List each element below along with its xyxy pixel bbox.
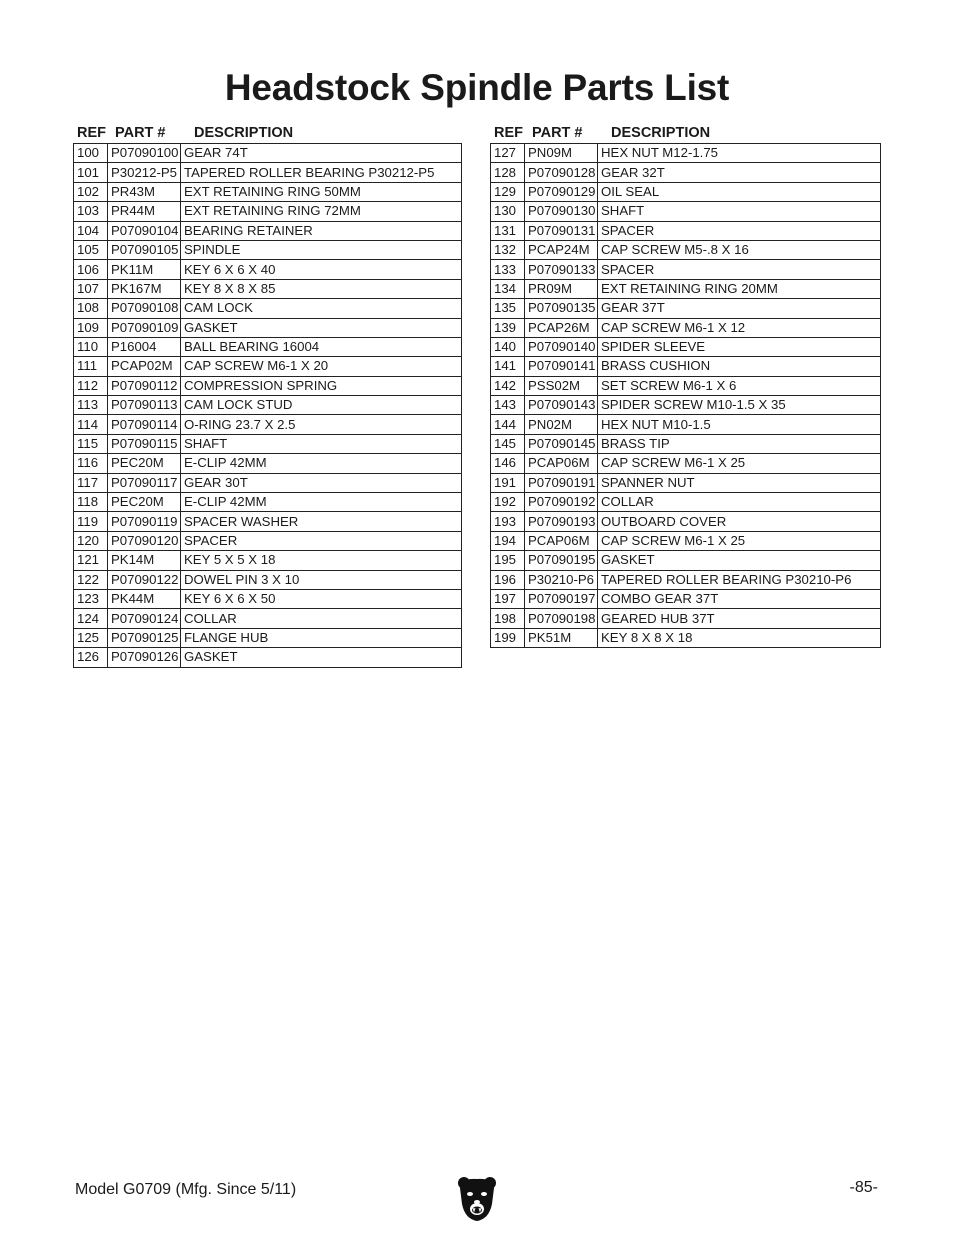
part-number-cell: P07090191	[525, 473, 598, 492]
ref-header: REF	[77, 125, 106, 141]
ref-cell: 100	[74, 144, 108, 163]
parts-column-left	[73, 120, 462, 668]
part-number-cell: P07090129	[525, 182, 598, 201]
part-number-cell: P07090104	[108, 221, 181, 240]
description-cell: HEX NUT M10-1.5	[598, 415, 881, 434]
part-number-cell: PN02M	[525, 415, 598, 434]
part-number-cell: P07090128	[525, 163, 598, 182]
description-cell: GEAR 30T	[181, 473, 462, 492]
description-cell: SPACER	[598, 260, 881, 279]
part-number-cell: PCAP06M	[525, 531, 598, 550]
part-number-cell: P07090115	[108, 434, 181, 453]
part-number-cell: PCAP24M	[525, 240, 598, 259]
ref-cell: 119	[74, 512, 108, 531]
table-row	[74, 357, 462, 376]
description-cell: KEY 5 X 5 X 18	[181, 551, 462, 570]
description-cell: KEY 8 X 8 X 18	[598, 628, 881, 647]
ref-cell: 128	[491, 163, 525, 182]
column-headers	[490, 120, 881, 143]
ref-cell: 130	[491, 202, 525, 221]
table-row	[74, 260, 462, 279]
description-cell: SPIDER SLEEVE	[598, 337, 881, 356]
table-row	[74, 337, 462, 356]
ref-cell: 104	[74, 221, 108, 240]
part-number-cell: PR44M	[108, 202, 181, 221]
description-cell: COLLAR	[598, 493, 881, 512]
table-row	[74, 279, 462, 298]
description-header: DESCRIPTION	[611, 125, 711, 141]
part-header: PART #	[115, 125, 166, 141]
ref-cell: 144	[491, 415, 525, 434]
table-row	[74, 299, 462, 318]
description-cell: CAP SCREW M6-1 X 20	[181, 357, 462, 376]
part-number-cell: PCAP26M	[525, 318, 598, 337]
ref-cell: 126	[74, 648, 108, 667]
ref-cell: 198	[491, 609, 525, 628]
table-row	[491, 144, 881, 163]
page-number: -85-	[849, 1179, 878, 1196]
part-number-cell: PK44M	[108, 589, 181, 608]
ref-cell: 199	[491, 628, 525, 647]
part-number-cell: PK11M	[108, 260, 181, 279]
description-cell: KEY 6 X 6 X 50	[181, 589, 462, 608]
table-row	[491, 473, 881, 492]
part-number-cell: PR43M	[108, 182, 181, 201]
description-cell: SPACER WASHER	[181, 512, 462, 531]
table-row	[74, 531, 462, 550]
description-header: DESCRIPTION	[194, 125, 294, 141]
ref-cell: 197	[491, 589, 525, 608]
description-cell: GASKET	[181, 318, 462, 337]
parts-column-right	[490, 120, 881, 648]
bear-head-icon	[456, 1174, 498, 1222]
part-number-cell: P07090122	[108, 570, 181, 589]
description-cell: E-CLIP 42MM	[181, 454, 462, 473]
ref-cell: 103	[74, 202, 108, 221]
description-cell: HEX NUT M12-1.75	[598, 144, 881, 163]
table-row	[491, 240, 881, 259]
table-row	[74, 628, 462, 647]
ref-cell: 140	[491, 337, 525, 356]
ref-header: REF	[494, 125, 523, 141]
table-row	[491, 337, 881, 356]
table-row	[491, 493, 881, 512]
description-cell: KEY 6 X 6 X 40	[181, 260, 462, 279]
part-number-cell: PEC20M	[108, 454, 181, 473]
part-number-cell: P07090100	[108, 144, 181, 163]
ref-cell: 193	[491, 512, 525, 531]
ref-cell: 191	[491, 473, 525, 492]
table-row	[491, 570, 881, 589]
table-row	[74, 434, 462, 453]
description-cell: EXT RETAINING RING 20MM	[598, 279, 881, 298]
description-cell: SPACER	[181, 531, 462, 550]
table-row	[491, 357, 881, 376]
table-row	[491, 279, 881, 298]
part-number-cell: P07090143	[525, 396, 598, 415]
description-cell: SPANNER NUT	[598, 473, 881, 492]
table-row	[491, 376, 881, 395]
ref-cell: 106	[74, 260, 108, 279]
part-header: PART #	[532, 125, 583, 141]
parts-table-left	[73, 143, 462, 668]
part-number-cell: P07090140	[525, 337, 598, 356]
description-cell: CAP SCREW M6-1 X 25	[598, 454, 881, 473]
part-number-cell: PR09M	[525, 279, 598, 298]
description-cell: SHAFT	[598, 202, 881, 221]
ref-cell: 120	[74, 531, 108, 550]
ref-cell: 141	[491, 357, 525, 376]
table-row	[74, 454, 462, 473]
description-cell: BRASS TIP	[598, 434, 881, 453]
part-number-cell: P07090193	[525, 512, 598, 531]
part-number-cell: P30212-P5	[108, 163, 181, 182]
table-row	[74, 182, 462, 201]
description-cell: TAPERED ROLLER BEARING P30212-P5	[181, 163, 462, 182]
part-number-cell: P07090198	[525, 609, 598, 628]
table-row	[491, 609, 881, 628]
ref-cell: 105	[74, 240, 108, 259]
description-cell: EXT RETAINING RING 50MM	[181, 182, 462, 201]
ref-cell: 194	[491, 531, 525, 550]
description-cell: COMBO GEAR 37T	[598, 589, 881, 608]
ref-cell: 145	[491, 434, 525, 453]
description-cell: GASKET	[598, 551, 881, 570]
description-cell: SET SCREW M6-1 X 6	[598, 376, 881, 395]
part-number-cell: P07090126	[108, 648, 181, 667]
part-number-cell: P07090131	[525, 221, 598, 240]
table-row	[74, 202, 462, 221]
part-number-cell: PK14M	[108, 551, 181, 570]
part-number-cell: P07090195	[525, 551, 598, 570]
column-headers	[73, 120, 462, 143]
part-number-cell: P07090197	[525, 589, 598, 608]
part-number-cell: P30210-P6	[525, 570, 598, 589]
ref-cell: 129	[491, 182, 525, 201]
part-number-cell: PCAP06M	[525, 454, 598, 473]
table-row	[491, 551, 881, 570]
description-cell: TAPERED ROLLER BEARING P30210-P6	[598, 570, 881, 589]
ref-cell: 123	[74, 589, 108, 608]
table-row	[491, 318, 881, 337]
ref-cell: 135	[491, 299, 525, 318]
description-cell: OIL SEAL	[598, 182, 881, 201]
table-row	[74, 648, 462, 667]
table-row	[491, 299, 881, 318]
description-cell: SPINDLE	[181, 240, 462, 259]
ref-cell: 102	[74, 182, 108, 201]
description-cell: BRASS CUSHION	[598, 357, 881, 376]
table-row	[74, 493, 462, 512]
table-row	[491, 589, 881, 608]
part-number-cell: PSS02M	[525, 376, 598, 395]
table-row	[491, 454, 881, 473]
part-number-cell: PK51M	[525, 628, 598, 647]
table-row	[74, 376, 462, 395]
description-cell: GEAR 37T	[598, 299, 881, 318]
table-row	[491, 202, 881, 221]
part-number-cell: P07090109	[108, 318, 181, 337]
description-cell: CAP SCREW M5-.8 X 16	[598, 240, 881, 259]
ref-cell: 117	[74, 473, 108, 492]
part-number-cell: P07090113	[108, 396, 181, 415]
description-cell: O-RING 23.7 X 2.5	[181, 415, 462, 434]
description-cell: CAP SCREW M6-1 X 12	[598, 318, 881, 337]
description-cell: COMPRESSION SPRING	[181, 376, 462, 395]
ref-cell: 133	[491, 260, 525, 279]
ref-cell: 101	[74, 163, 108, 182]
ref-cell: 110	[74, 337, 108, 356]
ref-cell: 131	[491, 221, 525, 240]
table-row	[491, 415, 881, 434]
description-cell: SHAFT	[181, 434, 462, 453]
table-row	[74, 396, 462, 415]
description-cell: BALL BEARING 16004	[181, 337, 462, 356]
description-cell: GASKET	[181, 648, 462, 667]
part-number-cell: P07090108	[108, 299, 181, 318]
part-number-cell: PCAP02M	[108, 357, 181, 376]
table-row	[491, 221, 881, 240]
part-number-cell: P07090114	[108, 415, 181, 434]
table-row	[491, 531, 881, 550]
table-row	[74, 589, 462, 608]
ref-cell: 121	[74, 551, 108, 570]
description-cell: GEAR 74T	[181, 144, 462, 163]
description-cell: E-CLIP 42MM	[181, 493, 462, 512]
ref-cell: 195	[491, 551, 525, 570]
part-number-cell: P07090112	[108, 376, 181, 395]
part-number-cell: P07090119	[108, 512, 181, 531]
table-row	[74, 415, 462, 434]
part-number-cell: P07090117	[108, 473, 181, 492]
part-number-cell: P07090125	[108, 628, 181, 647]
table-row	[74, 221, 462, 240]
part-number-cell: P07090130	[525, 202, 598, 221]
table-row	[74, 318, 462, 337]
ref-cell: 192	[491, 493, 525, 512]
ref-cell: 109	[74, 318, 108, 337]
part-number-cell: P07090192	[525, 493, 598, 512]
description-cell: CAM LOCK STUD	[181, 396, 462, 415]
part-number-cell: PK167M	[108, 279, 181, 298]
table-row	[74, 609, 462, 628]
description-cell: SPACER	[598, 221, 881, 240]
ref-cell: 134	[491, 279, 525, 298]
description-cell: GEARED HUB 37T	[598, 609, 881, 628]
ref-cell: 111	[74, 357, 108, 376]
table-row	[491, 163, 881, 182]
description-cell: KEY 8 X 8 X 85	[181, 279, 462, 298]
table-row	[74, 240, 462, 259]
part-number-cell: P07090105	[108, 240, 181, 259]
ref-cell: 196	[491, 570, 525, 589]
description-cell: COLLAR	[181, 609, 462, 628]
ref-cell: 125	[74, 628, 108, 647]
part-number-cell: P07090135	[525, 299, 598, 318]
description-cell: BEARING RETAINER	[181, 221, 462, 240]
ref-cell: 124	[74, 609, 108, 628]
part-number-cell: PEC20M	[108, 493, 181, 512]
description-cell: FLANGE HUB	[181, 628, 462, 647]
description-cell: SPIDER SCREW M10-1.5 X 35	[598, 396, 881, 415]
page-title: Headstock Spindle Parts List	[224, 67, 730, 108]
ref-cell: 114	[74, 415, 108, 434]
ref-cell: 132	[491, 240, 525, 259]
part-number-cell: P07090133	[525, 260, 598, 279]
description-cell: EXT RETAINING RING 72MM	[181, 202, 462, 221]
table-row	[491, 434, 881, 453]
table-row	[74, 473, 462, 492]
description-cell: OUTBOARD COVER	[598, 512, 881, 531]
description-cell: GEAR 32T	[598, 163, 881, 182]
table-row	[491, 260, 881, 279]
table-row	[74, 144, 462, 163]
table-row	[74, 512, 462, 531]
table-row	[74, 570, 462, 589]
model-label: Model G0709 (Mfg. Since 5/11)	[75, 1181, 297, 1198]
description-cell: CAM LOCK	[181, 299, 462, 318]
part-number-cell: P16004	[108, 337, 181, 356]
ref-cell: 139	[491, 318, 525, 337]
ref-cell: 142	[491, 376, 525, 395]
table-row	[74, 551, 462, 570]
part-number-cell: P07090141	[525, 357, 598, 376]
ref-cell: 112	[74, 376, 108, 395]
ref-cell: 115	[74, 434, 108, 453]
ref-cell: 146	[491, 454, 525, 473]
description-cell: CAP SCREW M6-1 X 25	[598, 531, 881, 550]
ref-cell: 113	[74, 396, 108, 415]
ref-cell: 108	[74, 299, 108, 318]
part-number-cell: PN09M	[525, 144, 598, 163]
table-row	[491, 396, 881, 415]
ref-cell: 122	[74, 570, 108, 589]
ref-cell: 127	[491, 144, 525, 163]
part-number-cell: P07090120	[108, 531, 181, 550]
table-row	[491, 512, 881, 531]
description-cell: DOWEL PIN 3 X 10	[181, 570, 462, 589]
ref-cell: 107	[74, 279, 108, 298]
ref-cell: 143	[491, 396, 525, 415]
table-row	[491, 182, 881, 201]
parts-table-right	[490, 143, 881, 648]
part-number-cell: P07090145	[525, 434, 598, 453]
table-row	[491, 628, 881, 647]
table-row	[74, 163, 462, 182]
ref-cell: 116	[74, 454, 108, 473]
part-number-cell: P07090124	[108, 609, 181, 628]
ref-cell: 118	[74, 493, 108, 512]
